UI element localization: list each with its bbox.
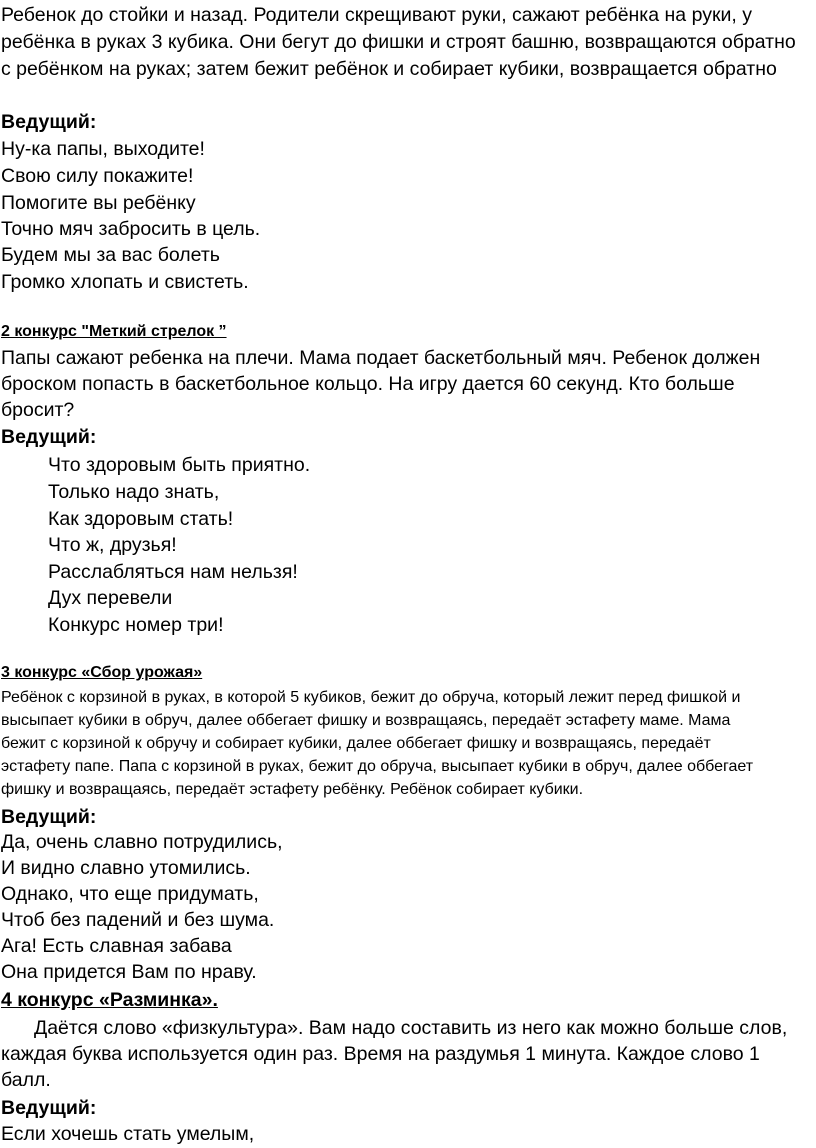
contest-text-line: каждая буква используется один раз. Время на раздумья 1 минута. Каждое слово 1	[1, 1043, 760, 1065]
verse-line: Помогите вы ребёнку	[1, 192, 196, 214]
verse-line: Расслабляться нам нельзя!	[48, 561, 298, 583]
contest-text-line: бросит?	[1, 399, 75, 421]
intro-line: с ребёнком на руках; затем бежит ребёнок и собирает кубики, возвращается обратно	[1, 58, 777, 80]
contest-title: 2 конкурс "Меткий стрелок ”	[1, 323, 227, 340]
intro-line: ребёнка в руках 3 кубика. Они бегут до фишки и строят башню, возвращаются обратно	[1, 31, 796, 53]
verse-line: Свою силу покажите!	[1, 165, 194, 187]
contest-title: 4 конкурс «Разминка».	[1, 989, 218, 1011]
contest-text-line: балл.	[1, 1069, 51, 1091]
contest-text-line: высыпает кубики в обруч, далее оббегает фишку и возвращаясь, передаёт эстафету маме. Мама	[1, 712, 731, 729]
contest-text-line: Ребёнок с корзиной в руках, в которой 5 кубиков, бежит до обруча, который лежит перед фишкой и	[1, 689, 741, 706]
host-label: Ведущий:	[1, 111, 97, 133]
verse-line: Конкурс номер три!	[48, 614, 224, 636]
contest-text-line: бежит с корзиной к обручу и собирает кубики, далее оббегает фишку и возвращаясь, передаёт	[1, 735, 711, 752]
verse-line: Ну-ка папы, выходите!	[1, 138, 205, 160]
verse-line: Если хочешь стать умелым,	[1, 1123, 255, 1145]
verse-line: Дух перевели	[48, 587, 173, 609]
host-label: Ведущий:	[1, 806, 97, 828]
verse-line: Однако, что еще придумать,	[1, 883, 259, 905]
verse-line: Ага! Есть славная забава	[1, 935, 232, 957]
contest-title: 3 конкурс «Сбор урожая»	[1, 664, 203, 681]
contest-text-line: Папы сажают ребенка на плечи. Мама подает баскетбольный мяч. Ребенок должен	[1, 347, 761, 369]
verse-line: Только надо знать,	[48, 481, 220, 503]
verse-line: Громко хлопать и свистеть.	[1, 271, 249, 293]
verse-line: Как здоровым стать!	[48, 508, 234, 530]
host-label: Ведущий:	[1, 426, 97, 448]
verse-line: Да, очень славно потрудились,	[1, 831, 283, 853]
contest-text-line: броском попасть в баскетбольное кольцо. На игру дается 60 секунд. Кто больше	[1, 373, 735, 395]
intro-line: Ребенок до стойки и назад. Родители скрещивают руки, сажают ребёнка на руки, у	[1, 4, 752, 26]
host-label: Ведущий:	[1, 1097, 97, 1119]
contest-text-line: эстафету папе. Папа с корзиной в руках, бежит до обруча, высыпает кубики в обруч, далее оббегает	[1, 758, 754, 775]
verse-line: Что здоровым быть приятно.	[48, 454, 311, 476]
contest-text-line: Даётся слово «физкультура». Вам надо составить из него как можно больше слов,	[34, 1017, 788, 1039]
verse-line: Она придется Вам по нраву.	[1, 961, 257, 983]
verse-line: Что ж, друзья!	[48, 534, 177, 556]
verse-line: И видно славно утомились.	[1, 857, 251, 879]
contest-text-line: фишку и возвращаясь, передаёт эстафету ребёнку. Ребёнок собирает кубики.	[1, 781, 584, 798]
verse-line: Точно мяч забросить в цель.	[1, 218, 261, 240]
verse-line: Чтоб без падений и без шума.	[1, 909, 275, 931]
verse-line: Будем мы за вас болеть	[1, 244, 220, 266]
